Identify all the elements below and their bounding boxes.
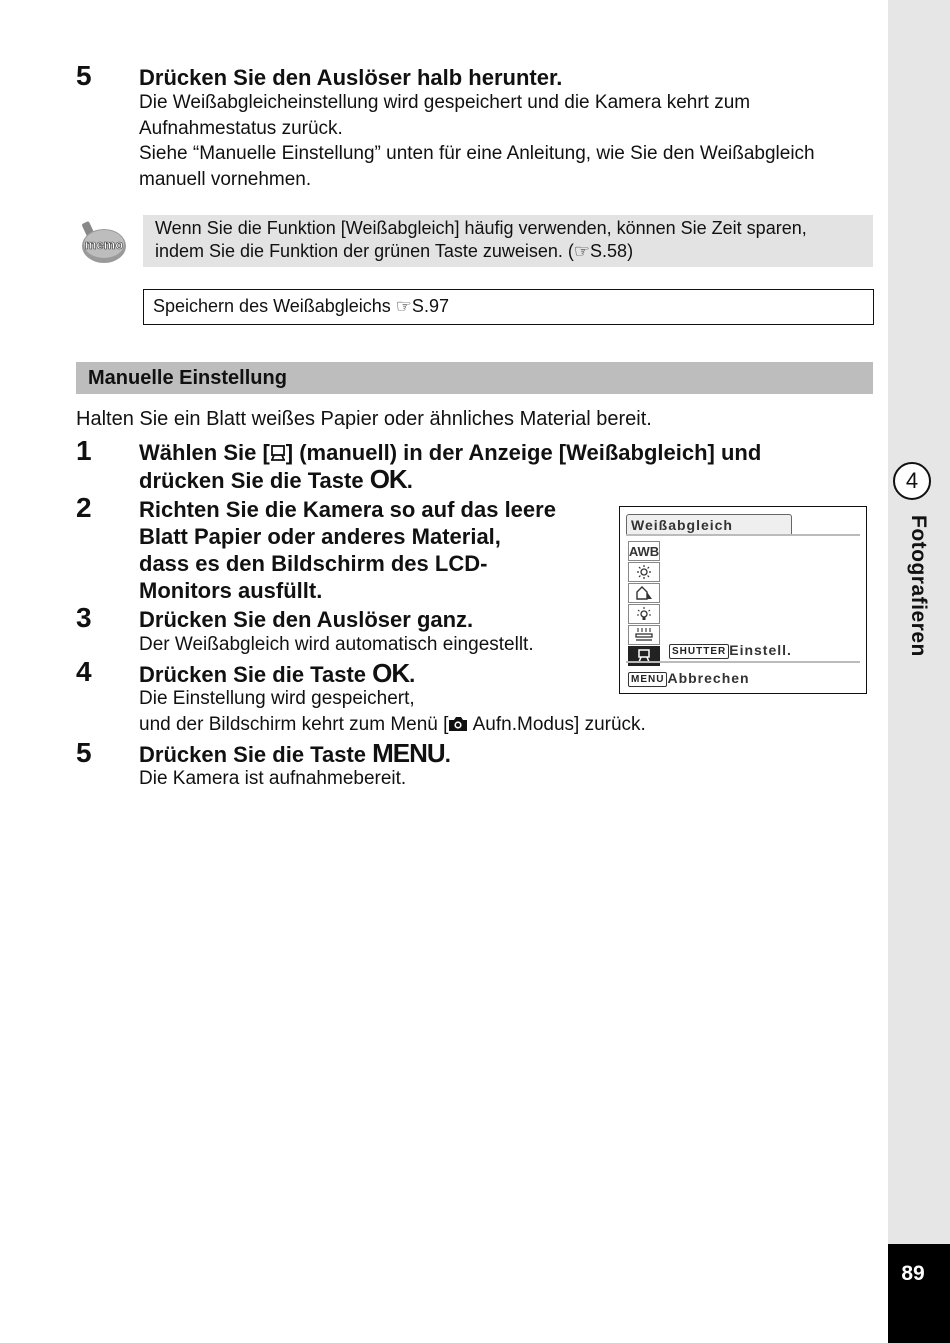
memo-line: Wenn Sie die Funktion [Weißabgleich] häufig verwenden, können Sie Zeit sparen, [155,218,807,238]
awb-icon: AWB [628,541,660,561]
shutter-hint-label: Einstell. [729,642,792,658]
fluorescent-icon [628,625,660,645]
step-number: 4 [76,656,92,687]
step-title-text: Drücken Sie die Taste [139,662,373,687]
manual-wb-icon [628,646,660,666]
step-title-text: . [444,742,451,767]
step-number: 5 [76,60,92,91]
step-title-text: ] (manuell) in der Anzeige [Weißabgleich] und [285,440,762,465]
description-line: Die Weißabgleicheinstellung wird gespeichert und die Kamera kehrt zum [139,92,751,113]
shutter-hint [669,641,792,659]
description-text: Aufn.Modus] zurück. [468,713,646,735]
step-title: Drücken Sie den Auslöser halb herunter. [139,65,563,90]
chapter-number-badge: 4 [893,462,931,500]
memo-icon-text: memo [84,237,124,252]
menu-hint-label: Abbrechen [667,670,750,686]
step-title-text: Drücken Sie die Taste [139,742,373,767]
shutter-key-chip: SHUTTER [669,644,729,659]
step-description [139,686,646,737]
screen-divider [626,661,860,663]
step-title [139,496,556,604]
chapter-title: Fotografieren [907,515,930,657]
description-line: manuell vornehmen. [139,168,312,190]
step-number: 2 [76,492,92,523]
step-title-line: Blatt Papier oder anderes Material, [139,524,501,549]
step-title: Drücken Sie den Auslöser ganz. [139,607,474,632]
tungsten-icon [628,604,660,624]
step-title [139,439,761,494]
step-title-text: drücken Sie die Taste [139,468,370,493]
camera-icon [448,716,468,732]
manual-wb-icon [270,444,286,462]
page-number: 89 [901,1262,925,1285]
menu-key-label: MENU [372,738,445,768]
description-line [139,712,646,738]
step-title-text: . [409,662,416,687]
step-description: Der Weißabgleich wird automatisch eingestellt. [139,634,534,655]
description-text: und der Bildschirm kehrt zum Menü [ [139,713,449,735]
step-title-line: dass es den Bildschirm des LCD- [139,551,488,576]
reference-box: Speichern des Weißabgleichs ☞S.97 [143,289,874,325]
step-description: Die Kamera ist aufnahmebereit. [139,768,407,789]
ok-key-label: OK [372,658,410,688]
description-line: Aufnahmestatus zurück. [139,117,343,139]
memo-icon [78,220,128,266]
step-number: 3 [76,602,92,633]
step-number: 1 [76,435,92,466]
menu-hint [628,669,750,687]
step-title [139,660,415,688]
step-title-text: Wählen Sie [ [139,440,270,465]
step-title-line: Richten Sie die Kamera so auf das leere [139,497,556,522]
description-line: Siehe “Manuelle Einstellung” unten für eine Anleitung, wie Sie den Weißabgleich [139,143,815,164]
screen-tab-title: Weißabgleich [626,514,792,534]
ok-key-label: OK [369,464,407,494]
shade-icon [628,583,660,603]
memo-line: indem Sie die Funktion der grünen Taste zuweisen. (☞S.58) [155,241,634,261]
menu-key-chip: MENU [628,672,667,687]
memo-note [143,215,873,267]
section-intro: Halten Sie ein Blatt weißes Papier oder ähnliches Material bereit. [76,408,652,430]
step-title-text: . [406,468,413,493]
wb-mode-list [628,541,660,667]
camera-lcd-screen [619,506,867,694]
step-number: 5 [76,737,92,768]
daylight-icon [628,562,660,582]
section-heading: Manuelle Einstellung [76,362,873,394]
step-title [139,740,451,768]
step-description [139,90,815,192]
description-line: Die Einstellung wird gespeichert, [139,688,415,709]
screen-divider [626,534,860,536]
page-number-box [888,1244,950,1343]
chapter-sidebar [888,0,950,1343]
step-title-line: Monitors ausfüllt. [139,578,323,603]
